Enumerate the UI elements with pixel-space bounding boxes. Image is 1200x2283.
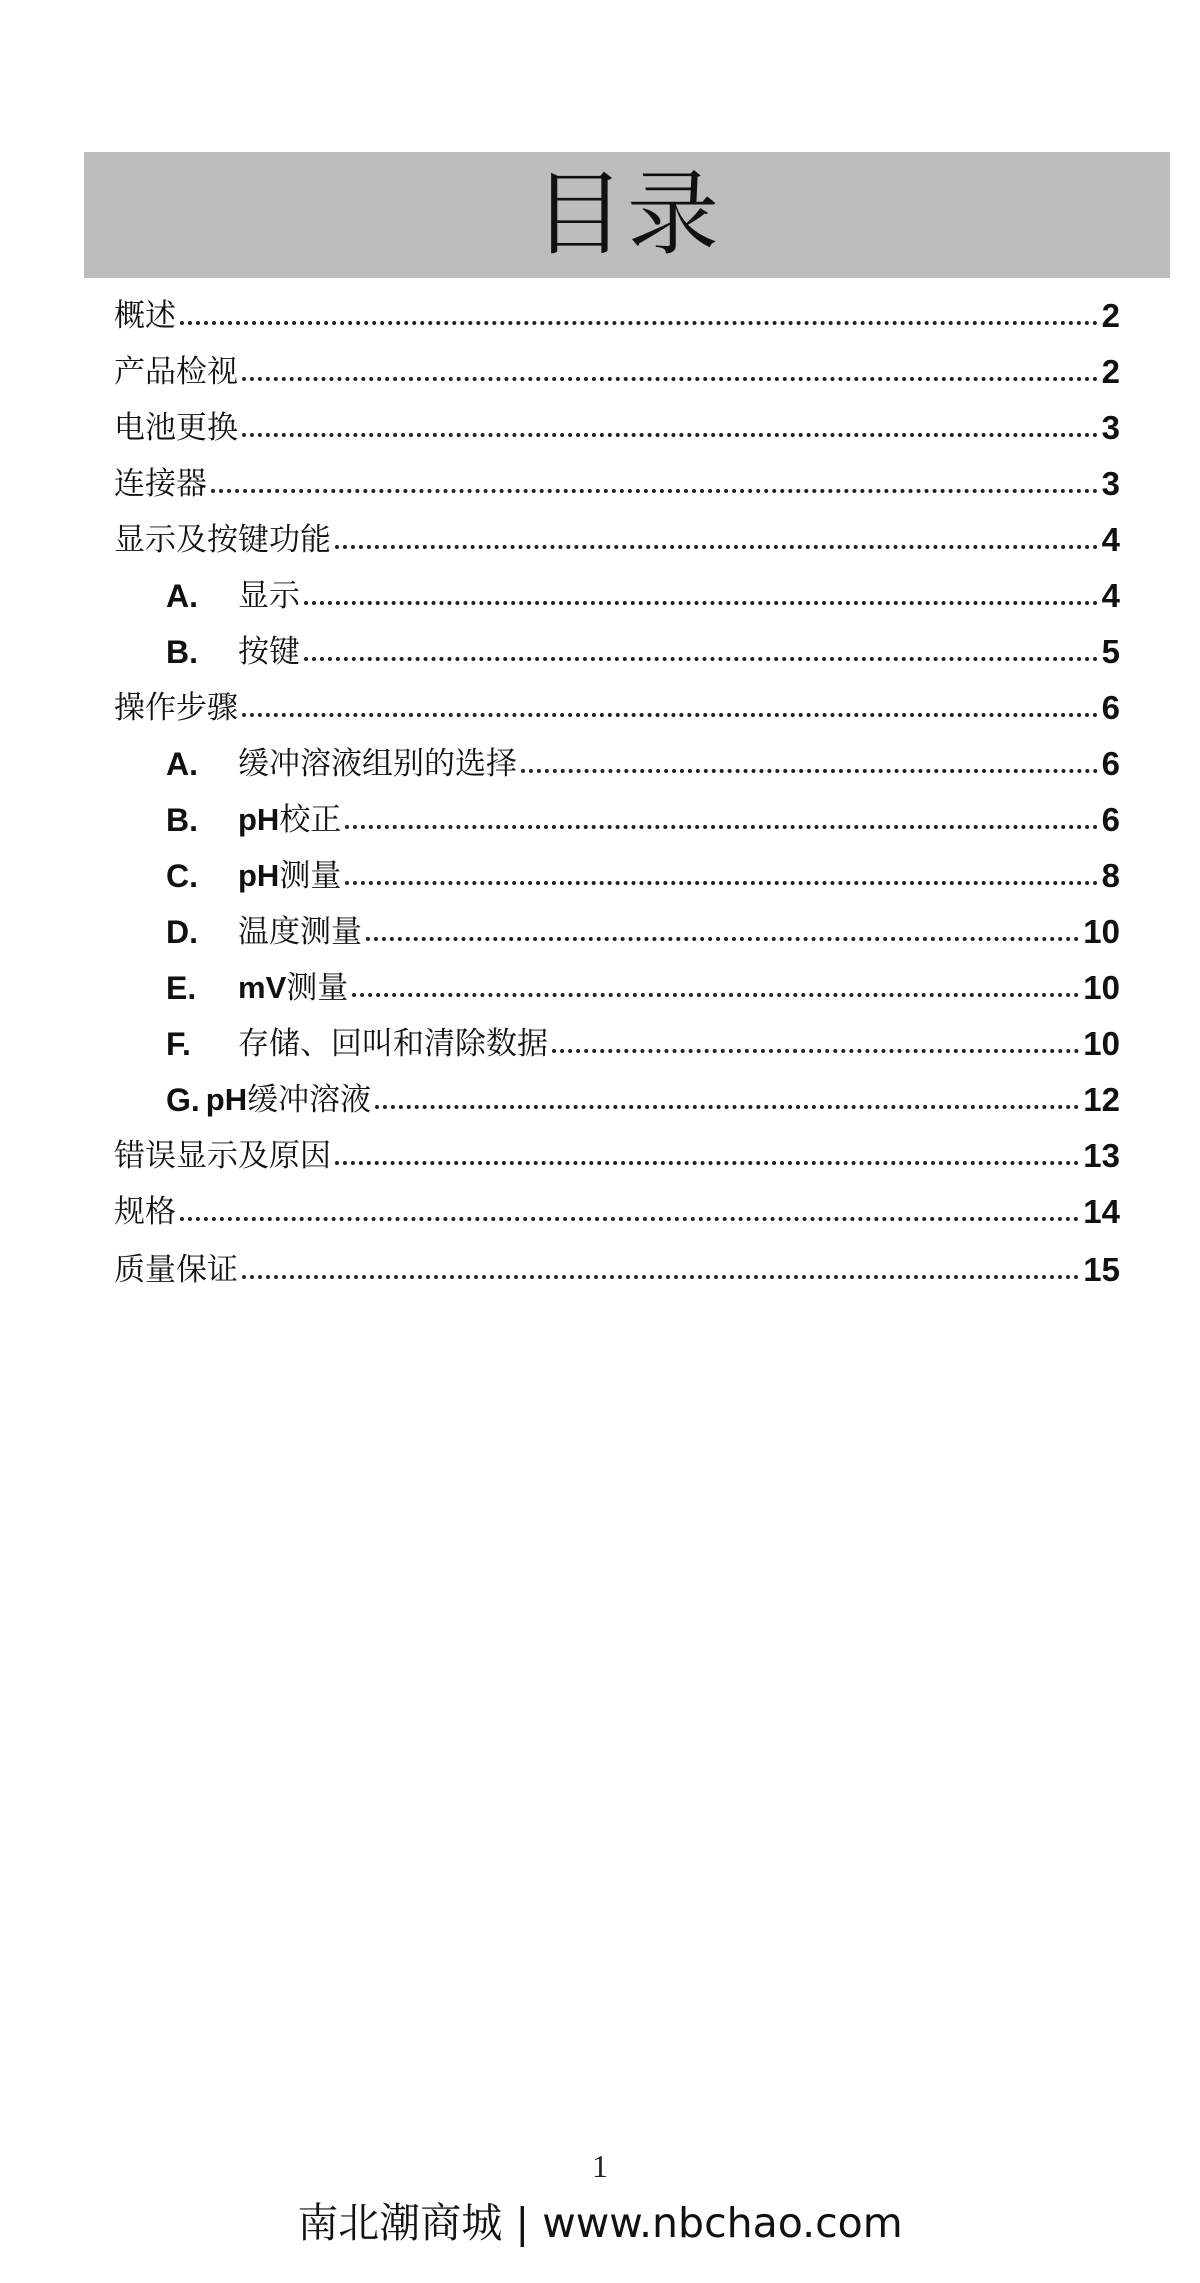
dot-leader: [335, 545, 1098, 549]
toc-entry-ph-measurement[interactable]: [166, 848, 1120, 892]
toc-page: 5: [1101, 633, 1120, 670]
toc-page: 10: [1083, 969, 1120, 1006]
dot-leader: [521, 769, 1098, 773]
dot-leader: [242, 1275, 1079, 1279]
dot-leader: [345, 881, 1097, 885]
toc-label: 显示及按键功能: [114, 522, 331, 558]
toc-entry-warranty[interactable]: [114, 1242, 1120, 1286]
dot-leader: [304, 601, 1098, 605]
footer-watermark: 南北潮商城 | www.nbchao.com: [297, 2199, 903, 2247]
toc-entry-buffer-group-selection[interactable]: [166, 736, 1120, 780]
toc-entry-overview[interactable]: [114, 288, 1120, 332]
toc-entry-specifications[interactable]: [114, 1184, 1120, 1228]
toc-page: 4: [1101, 577, 1120, 614]
toc-page: 2: [1101, 353, 1120, 390]
toc-page: 13: [1083, 1137, 1120, 1174]
page-title: 目录: [532, 161, 721, 268]
toc-label-latin: pH: [238, 802, 280, 837]
dot-leader: [552, 1049, 1079, 1053]
dot-leader: [304, 657, 1098, 661]
toc-page: 14: [1083, 1193, 1120, 1230]
toc-label: 连接器: [114, 466, 207, 502]
toc-page: 15: [1083, 1251, 1120, 1288]
toc-entry-temperature-measurement[interactable]: [166, 904, 1120, 948]
toc-marker: D.: [166, 914, 198, 950]
toc-marker: B.: [166, 634, 198, 670]
toc-label-latin: pH: [238, 858, 280, 893]
toc-page: 3: [1101, 409, 1120, 446]
toc-page: 3: [1101, 465, 1120, 502]
toc-entry-operation-steps[interactable]: [114, 680, 1120, 724]
toc-entry-product-inspection[interactable]: [114, 344, 1120, 388]
dot-leader: [335, 1161, 1079, 1165]
toc-entry-display-keys[interactable]: [114, 512, 1120, 556]
dot-leader: [242, 713, 1098, 717]
toc-label: 操作步骤: [114, 690, 238, 726]
toc-page: 10: [1083, 1025, 1120, 1062]
toc-label-latin: pH: [205, 1082, 248, 1117]
toc-page: 4: [1101, 521, 1120, 558]
toc-entry-connector[interactable]: [114, 456, 1120, 500]
toc-marker: F.: [166, 1026, 191, 1062]
toc-page: 6: [1101, 689, 1120, 726]
dot-leader: [211, 489, 1098, 493]
toc-label: 存储、回叫和清除数据: [238, 1026, 548, 1062]
toc-label-latin: mV: [238, 970, 287, 1005]
toc-label: 电池更换: [114, 410, 238, 446]
toc-entry-ph-buffer[interactable]: [166, 1072, 1120, 1116]
toc-marker: G.: [166, 1082, 200, 1118]
toc-label: [238, 860, 341, 892]
toc-marker: C.: [166, 858, 198, 894]
toc-entry-mv-measurement[interactable]: [166, 960, 1120, 1004]
toc-page: 6: [1101, 801, 1120, 838]
toc-entry-ph-calibration[interactable]: [166, 792, 1120, 836]
toc-page: 12: [1083, 1081, 1120, 1118]
toc-label: [206, 1084, 371, 1116]
page-number: 1: [592, 2148, 608, 2184]
toc-entry-keys[interactable]: [166, 624, 1120, 668]
toc-label: [238, 804, 341, 836]
toc-entry-display[interactable]: [166, 568, 1120, 612]
toc-label: 按键: [238, 634, 300, 670]
dot-leader: [375, 1105, 1079, 1109]
toc-label: 概述: [114, 298, 176, 334]
toc-label: 缓冲溶液组别的选择: [238, 746, 517, 782]
toc-label: 质量保证: [114, 1252, 238, 1288]
toc-label-text: 测量: [286, 970, 349, 1006]
toc-label-text: 测量: [279, 858, 342, 894]
dot-leader: [242, 377, 1098, 381]
toc-label: 温度测量: [238, 914, 362, 950]
dot-leader: [345, 825, 1097, 829]
toc-page: 2: [1101, 297, 1120, 334]
dot-leader: [242, 433, 1098, 437]
dot-leader: [180, 1217, 1079, 1221]
dot-leader: [352, 993, 1079, 997]
toc-label: 规格: [114, 1194, 176, 1230]
toc-label: 显示: [238, 578, 300, 614]
toc-marker: A.: [166, 746, 198, 782]
toc-marker: A.: [166, 578, 198, 614]
toc-page: 10: [1083, 913, 1120, 950]
toc-label: 产品检视: [114, 354, 238, 390]
toc-entry-battery-replacement[interactable]: [114, 400, 1120, 444]
dot-leader: [366, 937, 1079, 941]
toc-marker: E.: [166, 970, 197, 1006]
toc-entry-store-recall-clear[interactable]: [166, 1016, 1120, 1060]
toc-label: 错误显示及原因: [114, 1138, 331, 1174]
toc-entry-errors[interactable]: [114, 1128, 1120, 1172]
toc-page: 8: [1101, 857, 1120, 894]
toc-label-text: 缓冲溶液: [247, 1082, 372, 1118]
toc-marker: B.: [166, 802, 198, 838]
dot-leader: [180, 321, 1098, 325]
toc-label-text: 校正: [279, 802, 342, 838]
toc-label: [238, 972, 348, 1004]
toc-page: 6: [1101, 745, 1120, 782]
